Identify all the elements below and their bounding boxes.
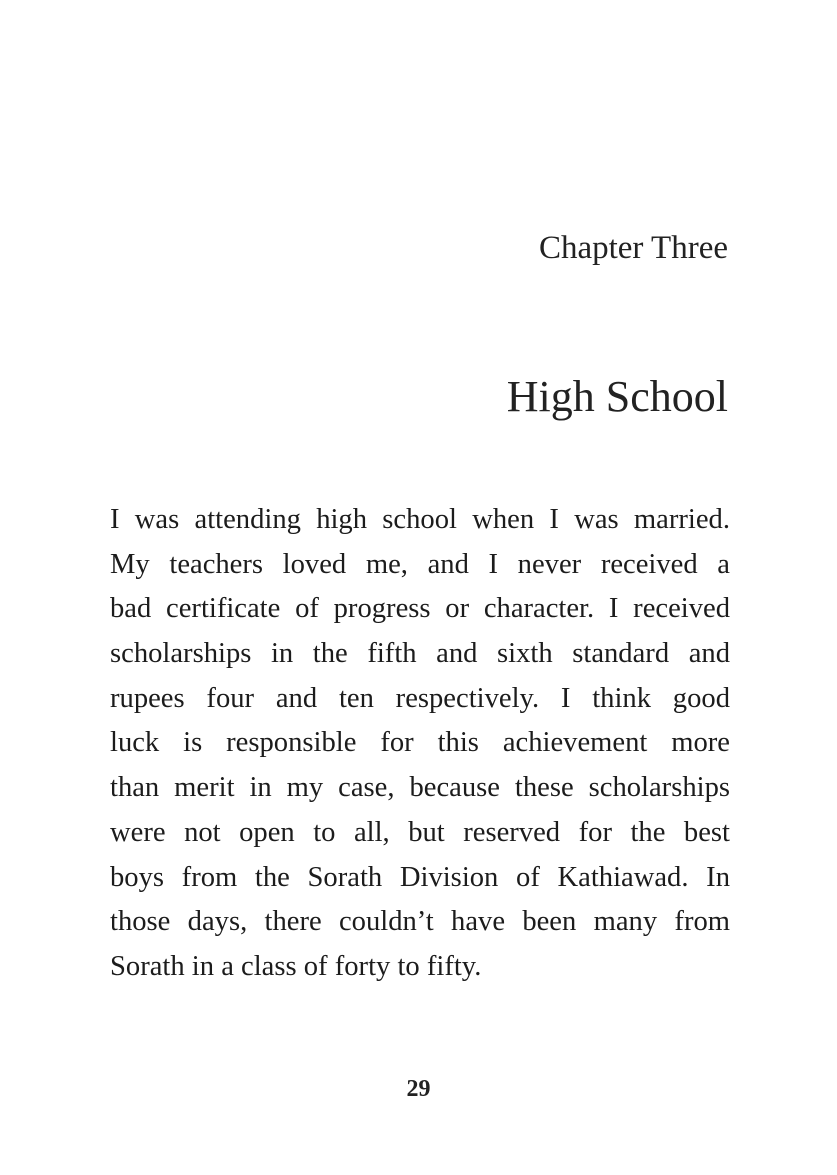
chapter-title: High School xyxy=(506,372,728,421)
paragraph-line: boys from the Sorath Division of Kathiawad. In xyxy=(110,861,730,893)
paragraph-line: I was attending high school when I was married. xyxy=(110,504,730,535)
chapter-label: Chapter Three xyxy=(538,230,728,266)
paragraph-line: luck is responsible for this achievement more xyxy=(110,727,730,759)
paragraph-line: scholarships in the fifth and sixth standard and xyxy=(110,638,730,670)
paragraph-line: those days, there couldn’t have been many from xyxy=(110,906,730,938)
body-paragraph xyxy=(110,498,730,990)
paragraph-line: Sorath in a class of forty to fifty. xyxy=(110,950,482,982)
paragraph-line: than merit in my case, because these scholarships xyxy=(110,772,730,804)
page-number: 29 xyxy=(406,1076,431,1102)
paragraph-line: bad certificate of progress or character. I received xyxy=(110,593,730,625)
paragraph-line: were not open to all, but reserved for the best xyxy=(110,816,730,848)
paragraph-line: rupees four and ten respectively. I think good xyxy=(110,682,730,714)
paragraph-line: My teachers loved me, and I never received a xyxy=(110,548,730,580)
